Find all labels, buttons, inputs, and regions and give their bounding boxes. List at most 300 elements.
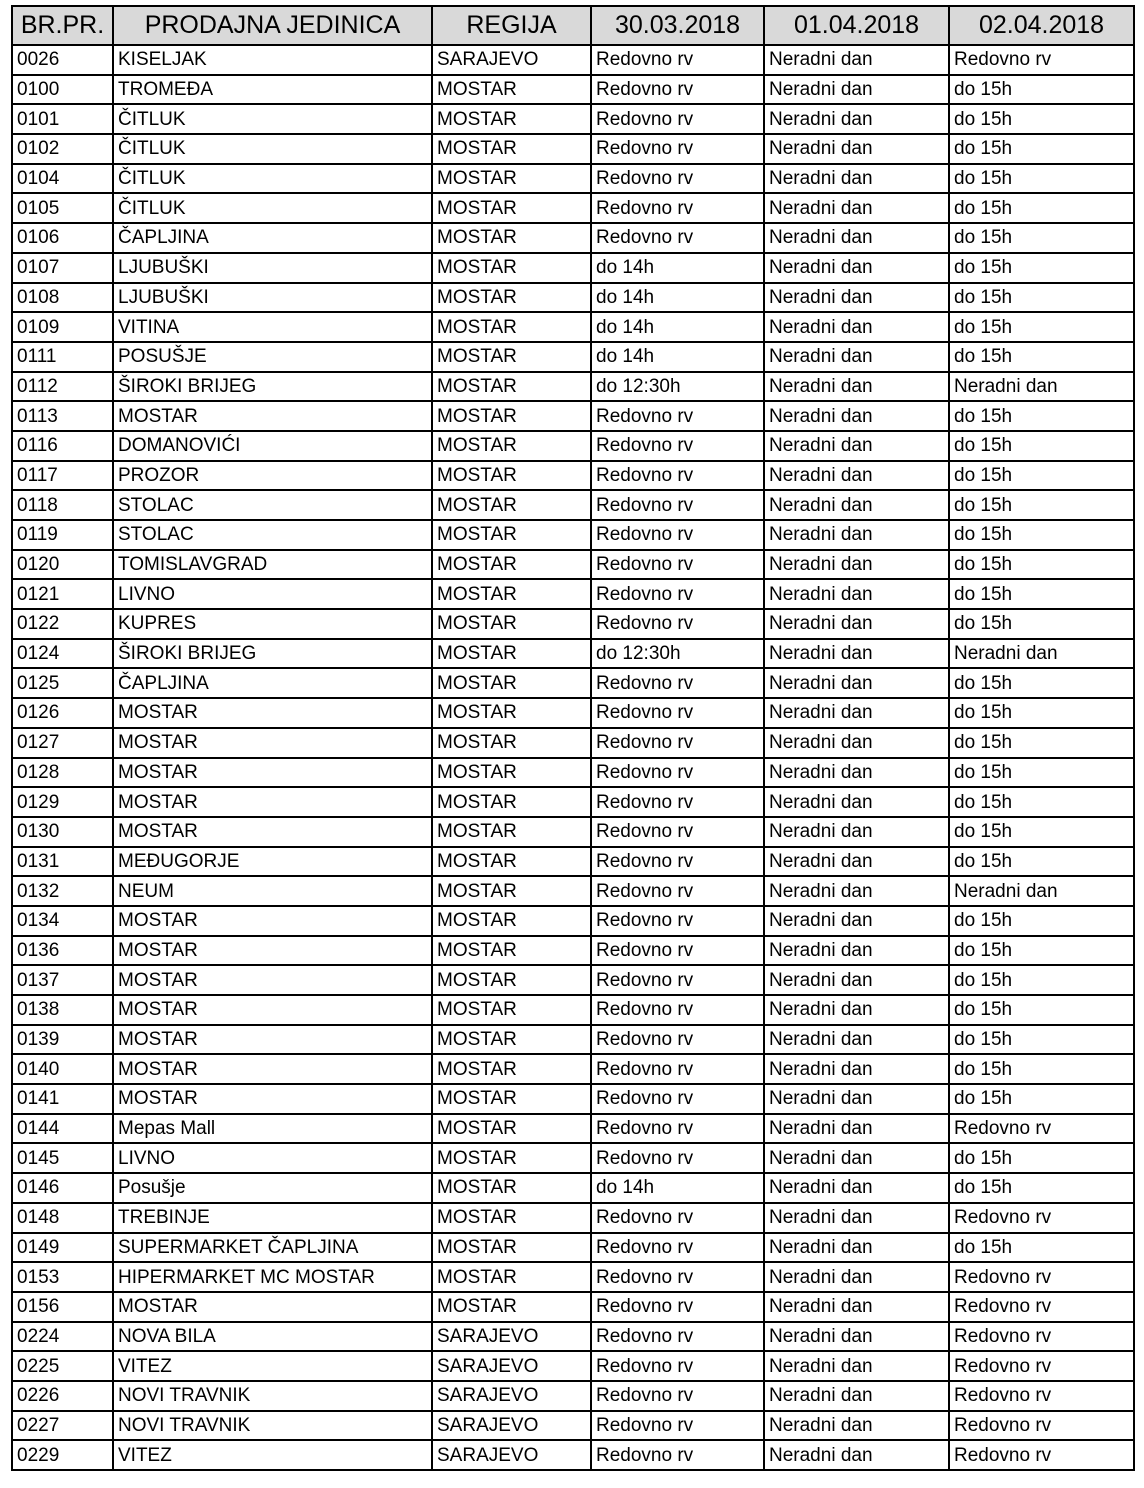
cell-date-1: Redovno rv — [591, 579, 764, 609]
table-row — [12, 461, 1134, 491]
cell-store-number: 0111 — [12, 342, 113, 372]
cell-store-name: ŠIROKI BRIJEG — [113, 372, 432, 402]
cell-store-name: LIVNO — [113, 1143, 432, 1173]
cell-store-number: 0127 — [12, 728, 113, 758]
cell-region: MOSTAR — [432, 550, 591, 580]
table-row — [12, 817, 1134, 847]
cell-date-2: Neradni dan — [764, 75, 949, 105]
cell-store-number: 0129 — [12, 787, 113, 817]
cell-store-name: TOMISLAVGRAD — [113, 550, 432, 580]
cell-date-1: Redovno rv — [591, 75, 764, 105]
cell-store-number: 0224 — [12, 1322, 113, 1352]
table-row — [12, 1173, 1134, 1203]
table-row — [12, 75, 1134, 105]
table-row — [12, 728, 1134, 758]
cell-date-3: do 15h — [949, 193, 1134, 223]
cell-date-2: Neradni dan — [764, 847, 949, 877]
cell-store-number: 0153 — [12, 1262, 113, 1292]
table-row — [12, 401, 1134, 431]
cell-region: MOSTAR — [432, 461, 591, 491]
cell-region: SARAJEVO — [432, 45, 591, 75]
cell-date-2: Neradni dan — [764, 193, 949, 223]
cell-store-name: SUPERMARKET ČAPLJINA — [113, 1233, 432, 1263]
table-row — [12, 45, 1134, 75]
table-row — [12, 1025, 1134, 1055]
cell-date-2: Neradni dan — [764, 1322, 949, 1352]
cell-store-number: 0102 — [12, 134, 113, 164]
cell-region: MOSTAR — [432, 728, 591, 758]
cell-date-3: do 15h — [949, 1143, 1134, 1173]
cell-region: MOSTAR — [432, 876, 591, 906]
cell-store-name: HIPERMARKET MC MOSTAR — [113, 1262, 432, 1292]
cell-date-2: Neradni dan — [764, 1351, 949, 1381]
table-row — [12, 1143, 1134, 1173]
cell-date-1: do 14h — [591, 312, 764, 342]
cell-date-3: Redovno rv — [949, 45, 1134, 75]
cell-date-1: Redovno rv — [591, 668, 764, 698]
cell-store-number: 0122 — [12, 609, 113, 639]
table-row — [12, 847, 1134, 877]
cell-date-1: Redovno rv — [591, 1381, 764, 1411]
table-row — [12, 609, 1134, 639]
cell-store-name: MEĐUGORJE — [113, 847, 432, 877]
cell-store-name: MOSTAR — [113, 1025, 432, 1055]
header-row — [12, 6, 1134, 45]
cell-store-name: POSUŠJE — [113, 342, 432, 372]
cell-date-1: Redovno rv — [591, 550, 764, 580]
cell-store-number: 0108 — [12, 283, 113, 313]
header-date-1: 30.03.2018 — [591, 6, 764, 45]
cell-region: MOSTAR — [432, 312, 591, 342]
cell-region: MOSTAR — [432, 906, 591, 936]
cell-date-1: Redovno rv — [591, 223, 764, 253]
header-store-name: PRODAJNA JEDINICA — [113, 6, 432, 45]
cell-region: MOSTAR — [432, 401, 591, 431]
cell-date-1: do 12:30h — [591, 372, 764, 402]
cell-region: MOSTAR — [432, 1054, 591, 1084]
cell-date-1: Redovno rv — [591, 965, 764, 995]
cell-date-3: Redovno rv — [949, 1292, 1134, 1322]
cell-date-2: Neradni dan — [764, 134, 949, 164]
cell-region: SARAJEVO — [432, 1351, 591, 1381]
cell-store-name: TROMEĐA — [113, 75, 432, 105]
table-row — [12, 1411, 1134, 1441]
cell-store-number: 0138 — [12, 995, 113, 1025]
cell-store-name: NOVI TRAVNIK — [113, 1411, 432, 1441]
cell-date-3: do 15h — [949, 461, 1134, 491]
cell-date-2: Neradni dan — [764, 104, 949, 134]
cell-date-3: do 15h — [949, 253, 1134, 283]
cell-date-3: Redovno rv — [949, 1440, 1134, 1470]
cell-date-1: Redovno rv — [591, 461, 764, 491]
cell-store-name: MOSTAR — [113, 758, 432, 788]
table-row — [12, 550, 1134, 580]
table-row — [12, 668, 1134, 698]
cell-date-3: Redovno rv — [949, 1411, 1134, 1441]
cell-store-number: 0141 — [12, 1084, 113, 1114]
table-row — [12, 312, 1134, 342]
cell-store-name: KUPRES — [113, 609, 432, 639]
cell-date-3: do 15h — [949, 817, 1134, 847]
cell-date-3: do 15h — [949, 847, 1134, 877]
cell-region: MOSTAR — [432, 193, 591, 223]
table-row — [12, 253, 1134, 283]
cell-store-name: MOSTAR — [113, 787, 432, 817]
cell-date-2: Neradni dan — [764, 787, 949, 817]
header-date-2: 01.04.2018 — [764, 6, 949, 45]
cell-store-number: 0107 — [12, 253, 113, 283]
cell-store-name: ČITLUK — [113, 134, 432, 164]
cell-region: MOSTAR — [432, 490, 591, 520]
cell-date-3: Redovno rv — [949, 1262, 1134, 1292]
cell-date-3: do 15h — [949, 698, 1134, 728]
cell-store-name: LIVNO — [113, 579, 432, 609]
cell-date-2: Neradni dan — [764, 965, 949, 995]
cell-date-1: do 14h — [591, 253, 764, 283]
cell-store-name: VITEZ — [113, 1440, 432, 1470]
table-row — [12, 758, 1134, 788]
cell-date-1: Redovno rv — [591, 164, 764, 194]
table-row — [12, 342, 1134, 372]
cell-date-1: Redovno rv — [591, 104, 764, 134]
cell-date-2: Neradni dan — [764, 312, 949, 342]
cell-store-number: 0226 — [12, 1381, 113, 1411]
table-row — [12, 995, 1134, 1025]
cell-date-3: do 15h — [949, 520, 1134, 550]
cell-region: MOSTAR — [432, 431, 591, 461]
cell-store-number: 0026 — [12, 45, 113, 75]
cell-store-name: VITINA — [113, 312, 432, 342]
cell-region: MOSTAR — [432, 1173, 591, 1203]
cell-date-3: do 15h — [949, 965, 1134, 995]
cell-store-number: 0121 — [12, 579, 113, 609]
cell-date-1: Redovno rv — [591, 45, 764, 75]
table-row — [12, 906, 1134, 936]
cell-date-3: Redovno rv — [949, 1351, 1134, 1381]
cell-date-3: do 15h — [949, 906, 1134, 936]
cell-store-number: 0104 — [12, 164, 113, 194]
cell-region: MOSTAR — [432, 134, 591, 164]
cell-date-2: Neradni dan — [764, 995, 949, 1025]
cell-store-number: 0117 — [12, 461, 113, 491]
cell-date-1: Redovno rv — [591, 1411, 764, 1441]
cell-store-name: NOVA BILA — [113, 1322, 432, 1352]
cell-date-2: Neradni dan — [764, 698, 949, 728]
cell-date-3: do 15h — [949, 995, 1134, 1025]
cell-date-1: Redovno rv — [591, 1203, 764, 1233]
cell-region: MOSTAR — [432, 995, 591, 1025]
table-row — [12, 965, 1134, 995]
header-store-number: BR.PR. — [12, 6, 113, 45]
cell-store-name: MOSTAR — [113, 936, 432, 966]
cell-region: MOSTAR — [432, 1233, 591, 1263]
cell-date-1: Redovno rv — [591, 847, 764, 877]
cell-date-3: do 15h — [949, 579, 1134, 609]
cell-date-3: do 15h — [949, 609, 1134, 639]
cell-date-2: Neradni dan — [764, 728, 949, 758]
cell-date-1: Redovno rv — [591, 787, 764, 817]
cell-date-2: Neradni dan — [764, 1233, 949, 1263]
cell-store-name: MOSTAR — [113, 728, 432, 758]
cell-store-name: MOSTAR — [113, 698, 432, 728]
cell-date-3: Redovno rv — [949, 1203, 1134, 1233]
cell-date-2: Neradni dan — [764, 1262, 949, 1292]
cell-store-name: MOSTAR — [113, 401, 432, 431]
cell-date-1: Redovno rv — [591, 1440, 764, 1470]
cell-store-number: 0227 — [12, 1411, 113, 1441]
cell-date-1: Redovno rv — [591, 698, 764, 728]
cell-region: MOSTAR — [432, 1203, 591, 1233]
cell-date-3: do 15h — [949, 104, 1134, 134]
cell-date-3: do 15h — [949, 312, 1134, 342]
cell-store-number: 0128 — [12, 758, 113, 788]
cell-store-name: PROZOR — [113, 461, 432, 491]
cell-region: SARAJEVO — [432, 1381, 591, 1411]
cell-date-3: do 15h — [949, 431, 1134, 461]
table-row — [12, 1292, 1134, 1322]
cell-store-name: ČITLUK — [113, 164, 432, 194]
cell-store-name: KISELJAK — [113, 45, 432, 75]
cell-region: MOSTAR — [432, 104, 591, 134]
cell-store-name: Posušje — [113, 1173, 432, 1203]
cell-date-1: Redovno rv — [591, 134, 764, 164]
cell-date-3: Redovno rv — [949, 1114, 1134, 1144]
cell-date-1: Redovno rv — [591, 1262, 764, 1292]
cell-store-number: 0124 — [12, 639, 113, 669]
cell-store-name: ČITLUK — [113, 104, 432, 134]
cell-store-name: STOLAC — [113, 490, 432, 520]
cell-store-number: 0130 — [12, 817, 113, 847]
cell-date-1: Redovno rv — [591, 401, 764, 431]
table-row — [12, 1233, 1134, 1263]
cell-date-3: do 15h — [949, 1054, 1134, 1084]
cell-region: MOSTAR — [432, 223, 591, 253]
cell-region: MOSTAR — [432, 817, 591, 847]
cell-region: MOSTAR — [432, 787, 591, 817]
table-row — [12, 1054, 1134, 1084]
cell-store-name: TREBINJE — [113, 1203, 432, 1233]
cell-date-2: Neradni dan — [764, 579, 949, 609]
cell-date-1: Redovno rv — [591, 1084, 764, 1114]
cell-date-1: Redovno rv — [591, 936, 764, 966]
table-row — [12, 1203, 1134, 1233]
cell-date-1: Redovno rv — [591, 1054, 764, 1084]
cell-date-2: Neradni dan — [764, 253, 949, 283]
cell-region: SARAJEVO — [432, 1411, 591, 1441]
table-row — [12, 639, 1134, 669]
cell-store-name: MOSTAR — [113, 1292, 432, 1322]
cell-region: MOSTAR — [432, 75, 591, 105]
cell-store-name: STOLAC — [113, 520, 432, 550]
cell-date-2: Neradni dan — [764, 609, 949, 639]
cell-region: MOSTAR — [432, 253, 591, 283]
cell-region: MOSTAR — [432, 1143, 591, 1173]
cell-date-3: do 15h — [949, 401, 1134, 431]
cell-store-number: 0120 — [12, 550, 113, 580]
cell-date-1: do 12:30h — [591, 639, 764, 669]
cell-date-1: do 14h — [591, 342, 764, 372]
cell-store-name: LJUBUŠKI — [113, 253, 432, 283]
cell-date-2: Neradni dan — [764, 401, 949, 431]
cell-date-3: do 15h — [949, 1084, 1134, 1114]
cell-date-2: Neradni dan — [764, 461, 949, 491]
cell-store-number: 0144 — [12, 1114, 113, 1144]
cell-date-2: Neradni dan — [764, 1084, 949, 1114]
cell-store-number: 0139 — [12, 1025, 113, 1055]
cell-date-2: Neradni dan — [764, 283, 949, 313]
cell-date-1: Redovno rv — [591, 758, 764, 788]
cell-date-1: Redovno rv — [591, 876, 764, 906]
table-row — [12, 193, 1134, 223]
cell-date-1: Redovno rv — [591, 728, 764, 758]
table-row — [12, 283, 1134, 313]
cell-date-2: Neradni dan — [764, 372, 949, 402]
cell-date-2: Neradni dan — [764, 1381, 949, 1411]
cell-date-2: Neradni dan — [764, 1143, 949, 1173]
cell-store-number: 0112 — [12, 372, 113, 402]
cell-date-2: Neradni dan — [764, 164, 949, 194]
cell-store-name: MOSTAR — [113, 965, 432, 995]
cell-store-name: NOVI TRAVNIK — [113, 1381, 432, 1411]
table-row — [12, 134, 1134, 164]
cell-region: MOSTAR — [432, 283, 591, 313]
cell-date-3: Neradni dan — [949, 372, 1134, 402]
cell-store-number: 0140 — [12, 1054, 113, 1084]
table-row — [12, 936, 1134, 966]
cell-store-name: DOMANOVIĆI — [113, 431, 432, 461]
cell-date-3: Neradni dan — [949, 876, 1134, 906]
cell-date-2: Neradni dan — [764, 431, 949, 461]
cell-store-number: 0229 — [12, 1440, 113, 1470]
cell-date-3: do 15h — [949, 936, 1134, 966]
cell-date-2: Neradni dan — [764, 758, 949, 788]
table-row — [12, 698, 1134, 728]
header-region: REGIJA — [432, 6, 591, 45]
cell-date-1: do 14h — [591, 1173, 764, 1203]
table-row — [12, 372, 1134, 402]
cell-store-number: 0148 — [12, 1203, 113, 1233]
table-row — [12, 1440, 1134, 1470]
cell-region: MOSTAR — [432, 1292, 591, 1322]
cell-date-2: Neradni dan — [764, 1411, 949, 1441]
cell-store-number: 0136 — [12, 936, 113, 966]
cell-date-1: Redovno rv — [591, 1143, 764, 1173]
cell-date-2: Neradni dan — [764, 639, 949, 669]
table-row — [12, 1084, 1134, 1114]
cell-date-2: Neradni dan — [764, 550, 949, 580]
header-date-3: 02.04.2018 — [949, 6, 1134, 45]
cell-store-name: VITEZ — [113, 1351, 432, 1381]
cell-store-number: 0118 — [12, 490, 113, 520]
cell-store-number: 0146 — [12, 1173, 113, 1203]
cell-date-2: Neradni dan — [764, 668, 949, 698]
table-row — [12, 787, 1134, 817]
cell-store-number: 0145 — [12, 1143, 113, 1173]
cell-region: MOSTAR — [432, 1084, 591, 1114]
cell-date-3: do 15h — [949, 758, 1134, 788]
table-row — [12, 104, 1134, 134]
cell-date-1: Redovno rv — [591, 609, 764, 639]
cell-store-number: 0156 — [12, 1292, 113, 1322]
cell-store-number: 0134 — [12, 906, 113, 936]
cell-date-1: Redovno rv — [591, 490, 764, 520]
cell-store-name: MOSTAR — [113, 1084, 432, 1114]
cell-date-2: Neradni dan — [764, 1292, 949, 1322]
table-row — [12, 223, 1134, 253]
cell-store-name: MOSTAR — [113, 995, 432, 1025]
cell-date-3: do 15h — [949, 490, 1134, 520]
cell-date-1: do 14h — [591, 283, 764, 313]
cell-region: MOSTAR — [432, 520, 591, 550]
cell-store-name: MOSTAR — [113, 906, 432, 936]
table-row — [12, 431, 1134, 461]
cell-region: SARAJEVO — [432, 1322, 591, 1352]
table-row — [12, 164, 1134, 194]
cell-store-name: ČAPLJINA — [113, 223, 432, 253]
cell-store-number: 0116 — [12, 431, 113, 461]
cell-date-2: Neradni dan — [764, 490, 949, 520]
cell-date-2: Neradni dan — [764, 876, 949, 906]
cell-region: MOSTAR — [432, 1114, 591, 1144]
cell-store-number: 0105 — [12, 193, 113, 223]
table-header — [12, 6, 1134, 45]
cell-store-name: ČITLUK — [113, 193, 432, 223]
working-hours-table — [11, 5, 1135, 1471]
cell-store-number: 0113 — [12, 401, 113, 431]
cell-date-1: Redovno rv — [591, 520, 764, 550]
cell-store-number: 0137 — [12, 965, 113, 995]
cell-date-1: Redovno rv — [591, 431, 764, 461]
cell-date-1: Redovno rv — [591, 906, 764, 936]
cell-store-number: 0100 — [12, 75, 113, 105]
cell-store-number: 0125 — [12, 668, 113, 698]
cell-region: MOSTAR — [432, 579, 591, 609]
cell-date-1: Redovno rv — [591, 1292, 764, 1322]
cell-date-3: Neradni dan — [949, 639, 1134, 669]
cell-date-3: do 15h — [949, 75, 1134, 105]
cell-date-3: do 15h — [949, 342, 1134, 372]
cell-region: MOSTAR — [432, 1025, 591, 1055]
table-row — [12, 520, 1134, 550]
table-row — [12, 490, 1134, 520]
table-row — [12, 1114, 1134, 1144]
cell-region: MOSTAR — [432, 609, 591, 639]
cell-date-2: Neradni dan — [764, 906, 949, 936]
cell-date-1: Redovno rv — [591, 1025, 764, 1055]
cell-region: MOSTAR — [432, 639, 591, 669]
table-row — [12, 1262, 1134, 1292]
cell-region: MOSTAR — [432, 1262, 591, 1292]
cell-region: MOSTAR — [432, 936, 591, 966]
cell-date-2: Neradni dan — [764, 342, 949, 372]
cell-date-3: do 15h — [949, 283, 1134, 313]
cell-date-3: do 15h — [949, 787, 1134, 817]
cell-date-3: do 15h — [949, 164, 1134, 194]
cell-store-number: 0119 — [12, 520, 113, 550]
cell-region: MOSTAR — [432, 164, 591, 194]
cell-region: SARAJEVO — [432, 1440, 591, 1470]
cell-store-name: Mepas Mall — [113, 1114, 432, 1144]
cell-store-number: 0131 — [12, 847, 113, 877]
cell-date-1: Redovno rv — [591, 1351, 764, 1381]
cell-date-2: Neradni dan — [764, 1054, 949, 1084]
cell-region: MOSTAR — [432, 342, 591, 372]
cell-store-name: NEUM — [113, 876, 432, 906]
cell-date-3: do 15h — [949, 668, 1134, 698]
cell-date-3: Redovno rv — [949, 1322, 1134, 1352]
table-row — [12, 1322, 1134, 1352]
cell-date-3: do 15h — [949, 134, 1134, 164]
